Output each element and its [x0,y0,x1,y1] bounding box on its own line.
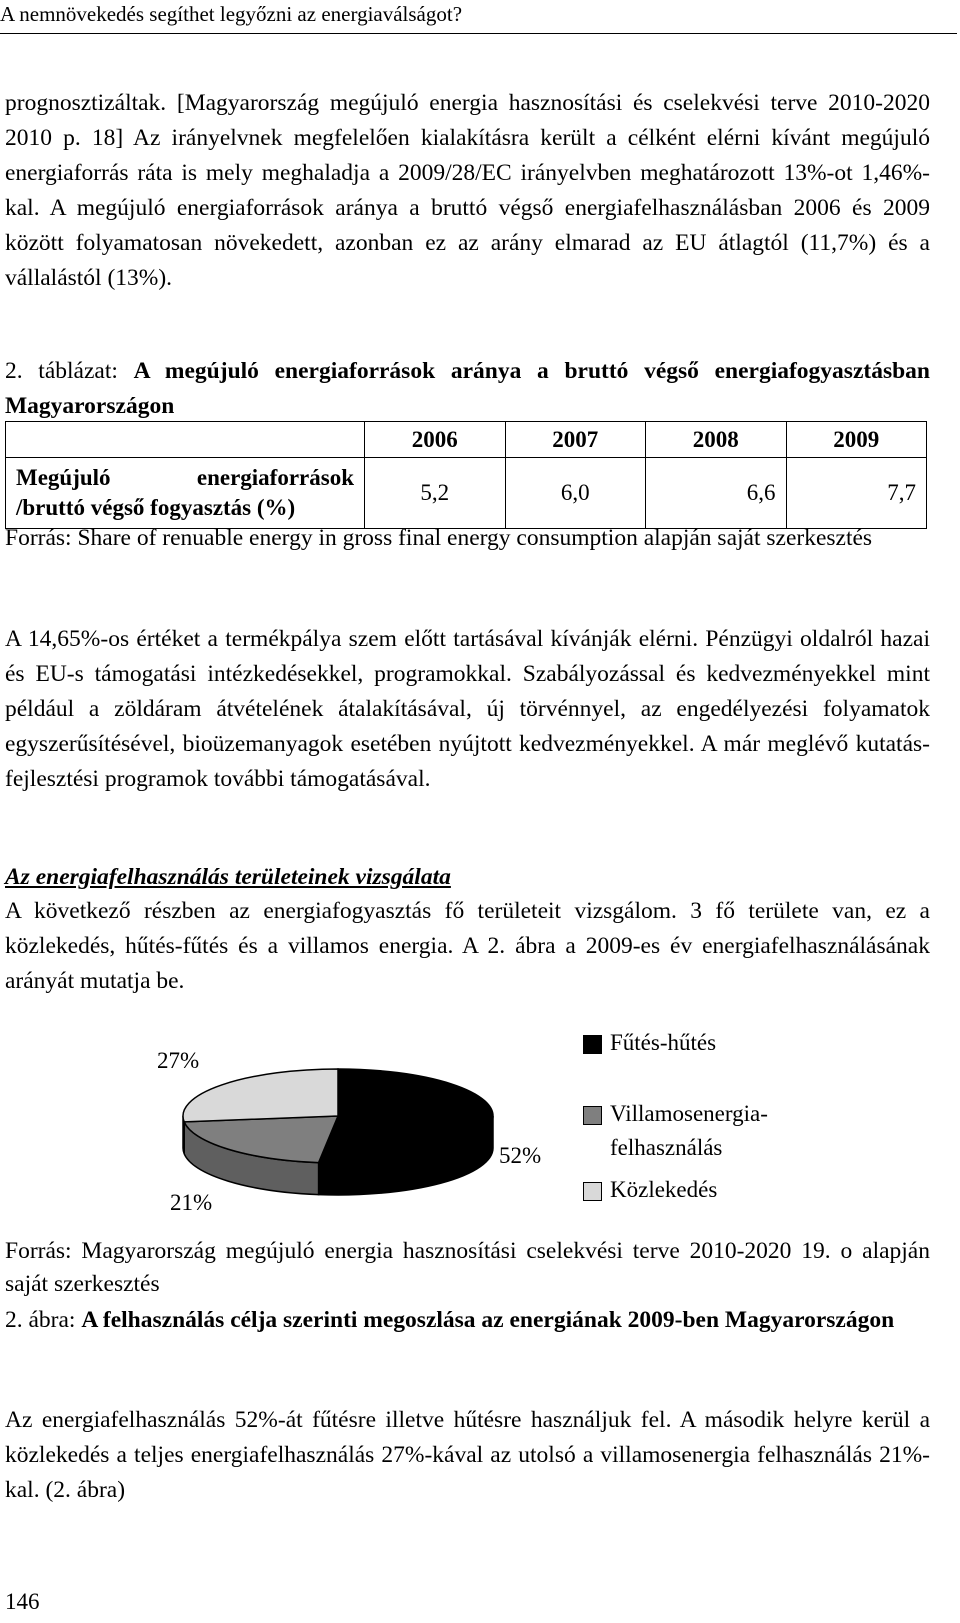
row-label-word: energiaforrások [196,465,354,490]
year-header: 2006 [365,422,506,458]
legend-label-electricity: Villamosenergia- [610,1101,768,1126]
legend-swatch-electricity [583,1106,602,1125]
table-cell: 6,0 [505,458,646,529]
legend-label-electricity-2: felhasználás [610,1135,723,1160]
row-label-word: Megújuló [16,465,111,490]
table-cell: 7,7 [786,458,927,529]
data-label-heating: 52% [499,1143,542,1168]
year-header: 2009 [786,422,927,458]
year-header: 2007 [505,422,646,458]
paragraph-areas: A következő részben az energiafogyasztás fő területeit vizsgálom. 3 fő területe van, ez a közlekedés, hűtés-fűtés és a villamos energia. A 2. ábra a 2009-es év energiafelhasználásának arányát mutatja be. [5,898,930,994]
paragraph-intro: prognosztizáltak. [Magyarország megújuló energia hasznosítási és cselekvési terve 2010-2020 2010 p. 18] Az irányelvnek megfelelően kialakításra került a célként elérni kívánt megújuló energiaforrás ráta is mely meghaladja a 2009/28/EC irányelvben meghatározott 13%-ot 1,46%-kal. A megújuló energiaforrások aránya a bruttó végső energiafelhasználásban 2006 és 2009 között folyamatosan növekedett, azonban ez az arány elmarad az EU átlagtól (11,7%) és a vállalástól (13%). [5,90,930,291]
table-caption [5,354,930,424]
table-caption-title: A megújuló energiaforrások aránya a bruttó végső energiafogyasztásban Magyarországon [5,358,930,419]
header-rule [0,33,957,34]
table-row [6,458,927,529]
slice-transport [183,1069,338,1122]
figure-source: Forrás: Magyarország megújuló energia hasznosítási cselekvési terve 2010-2020 19. o alapján saját szerkesztés [5,1238,930,1297]
page-number: 146 [5,1589,40,1614]
table-cell: 5,2 [365,458,506,529]
figure-caption [5,1303,930,1338]
figure-caption-title: A felhasználás célja szerinti megoszlása az energiának 2009-ben Magyarországon [81,1307,895,1333]
legend-swatch-transport [583,1182,602,1201]
table-corner-cell [6,422,365,458]
legend-label-transport: Közlekedés [610,1177,718,1202]
data-label-electricity: 21% [170,1190,213,1215]
paragraph-goals: A 14,65%-os értéket a termékpálya szem előtt tartásával kívánják elérni. Pénzügyi oldalról hazai és EU-s támogatási intézkedésekkel, programokkal. Szabályozással és kedvezményekkel mint például a zöldáram átvételének átalakításával, új törvénnyel, az engedélyezési folyamatok egyszerűsítésével, bioüzemanyagok esetében nyújtott kedvezményekkel. A már meglévő kutatás-fejlesztési programok további támogatásával. [5,626,930,792]
table-source: Forrás: Share of renuable energy in gross final energy consumption alapján saját szerkesztés [5,525,873,551]
renewable-share-table [5,421,927,529]
section-title: Az energiafelhasználás területeinek vizsgálata [5,864,451,890]
table-header-row [6,422,927,458]
running-header: A nemnövekedés segíthet legyőzni az energiaválságot? [0,2,463,26]
figure-caption-prefix: 2. ábra: [5,1307,82,1333]
row-label-line2: /bruttó végső fogyasztás (%) [16,495,296,520]
data-label-transport: 27% [157,1048,200,1073]
year-header: 2008 [646,422,787,458]
paragraph-conclusion: Az energiafelhasználás 52%-át fűtésre illetve hűtésre használjuk fel. A második helyre kerül a közlekedés a teljes energiafelhasználás 27%-kával az utolsó a villamosenergia felhasználás 21%-kal. (2. ábra) [5,1407,930,1503]
legend-label-heating: Fűtés-hűtés [610,1030,717,1055]
row-label [6,458,365,529]
table-cell: 6,6 [646,458,787,529]
table-caption-prefix: 2. táblázat: [5,358,134,384]
legend-swatch-heating [583,1035,602,1054]
